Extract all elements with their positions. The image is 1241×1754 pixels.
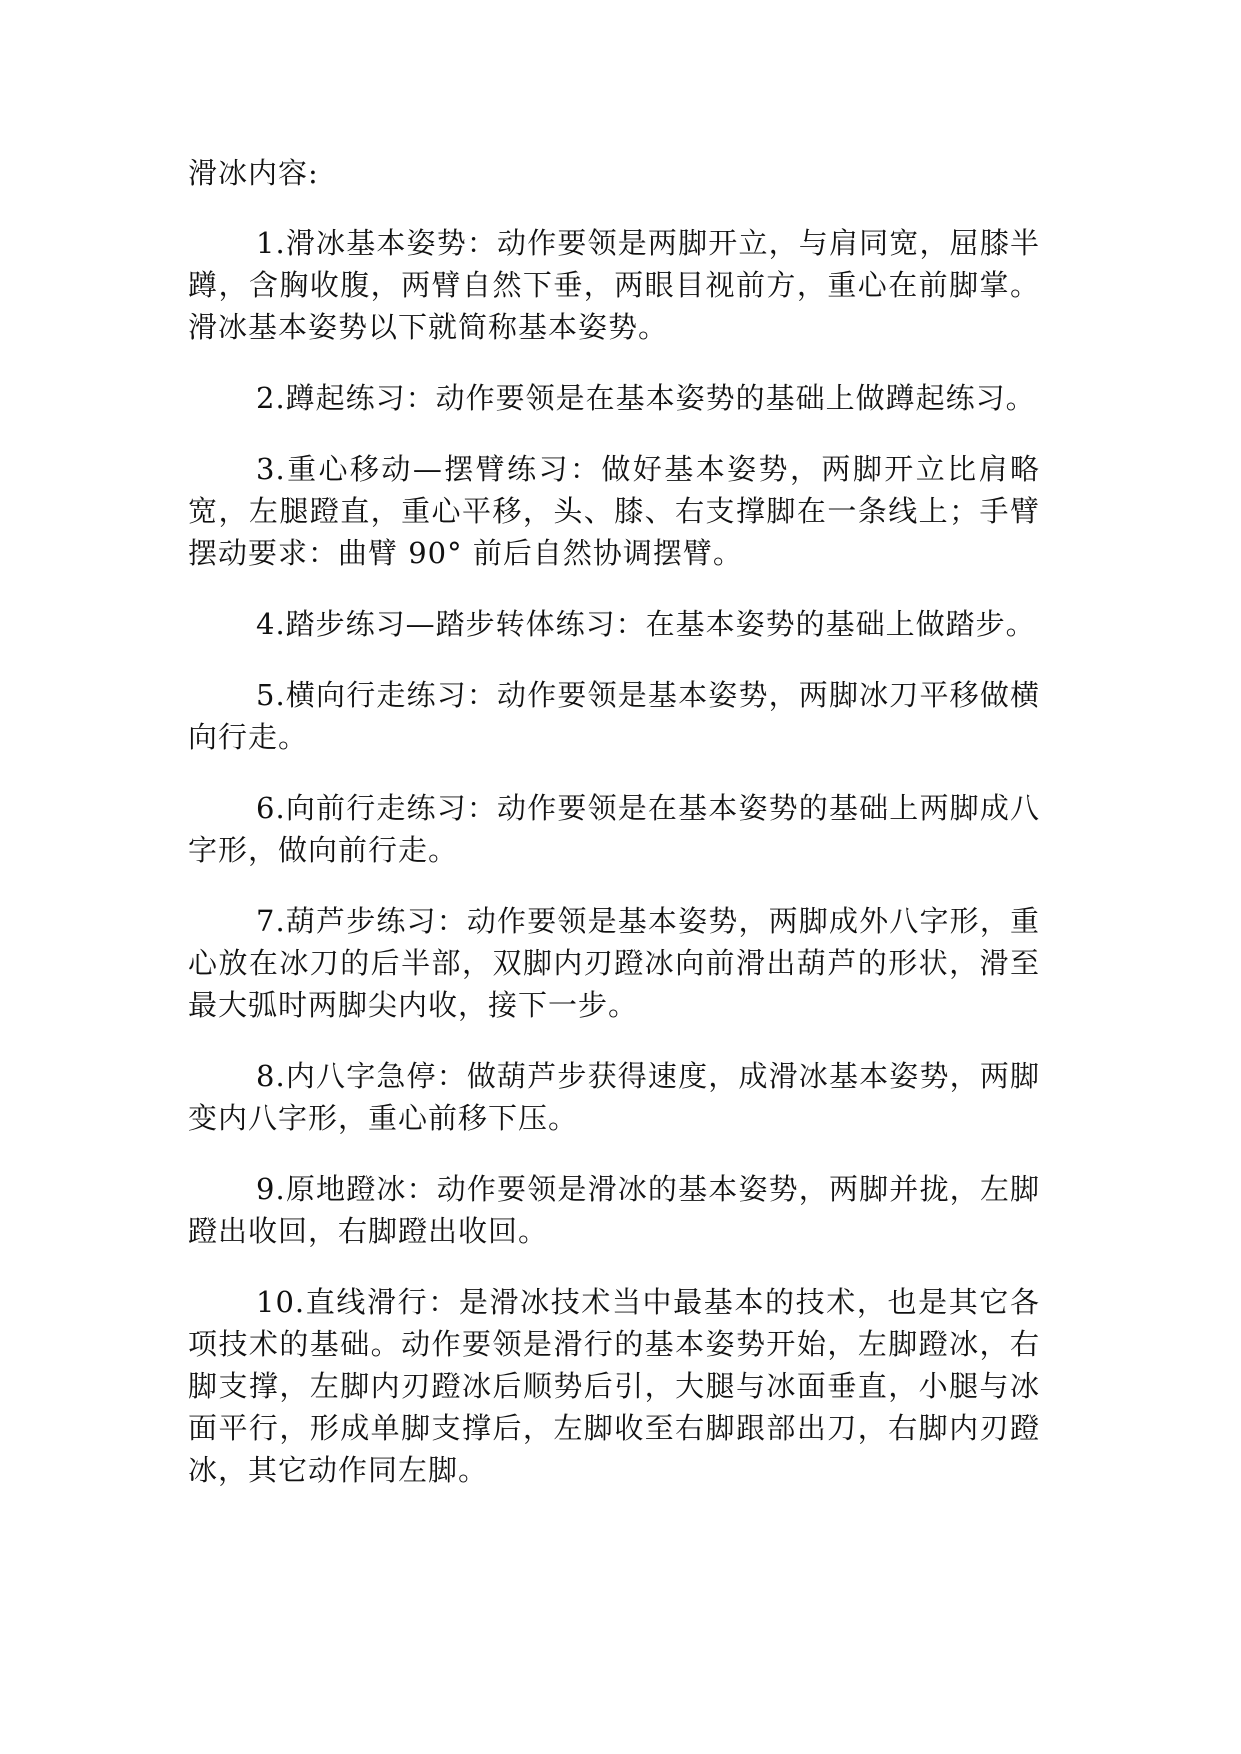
item-2-squat-practice: 2.蹲起练习：动作要领是在基本姿势的基础上做蹲起练习。: [256, 381, 1036, 415]
item-9-stationary-push: 9.原地蹬冰：动作要领是滑冰的基本姿势，两脚并拢，左脚蹬出收回，右脚蹬出收回。: [188, 1172, 1040, 1248]
item-8-snowplow-stop: 8.内八字急停：做葫芦步获得速度，成滑冰基本姿势，两脚变内八字形，重心前移下压。: [188, 1059, 1040, 1135]
item-7-gourd-step: 7.葫芦步练习：动作要领是基本姿势，两脚成外八字形，重心放在冰刀的后半部，双脚内刃蹬冰向前滑出葫芦的形状，滑至最大弧时两脚尖内收，接下一步。: [188, 904, 1040, 1022]
item-3-weight-shift-arm-swing: 3.重心移动—摆臂练习：做好基本姿势，两脚开立比肩略宽，左腿蹬直，重心平移，头、膝、右支撑脚在一条线上；手臂摆动要求：曲臂 90° 前后自然协调摆臂。: [188, 452, 1040, 570]
document-heading: 滑冰内容:: [188, 156, 319, 190]
item-1-basic-posture: 1.滑冰基本姿势：动作要领是两脚开立，与肩同宽，屈膝半蹲，含胸收腹，两臂自然下垂，两眼目视前方，重心在前脚掌。滑冰基本姿势以下就简称基本姿势。: [188, 226, 1040, 344]
item-5-sideways-walking: 5.横向行走练习：动作要领是基本姿势，两脚冰刀平移做横向行走。: [188, 678, 1040, 754]
item-4-stepping-practice: 4.踏步练习—踏步转体练习：在基本姿势的基础上做踏步。: [256, 607, 1036, 641]
item-6-forward-walking: 6.向前行走练习：动作要领是在基本姿势的基础上两脚成八字形，做向前行走。: [188, 791, 1040, 867]
item-10-straight-gliding: 10.直线滑行：是滑冰技术当中最基本的技术，也是其它各项技术的基础。动作要领是滑行的基本姿势开始，左脚蹬冰，右脚支撑，左脚内刃蹬冰后顺势后引，大腿与冰面垂直，小腿与冰面平行，形成单脚支撑后，左脚收至右脚跟部出刀，右脚内刃蹬冰，其它动作同左脚。: [188, 1285, 1040, 1487]
document-body: [188, 152, 1040, 1520]
